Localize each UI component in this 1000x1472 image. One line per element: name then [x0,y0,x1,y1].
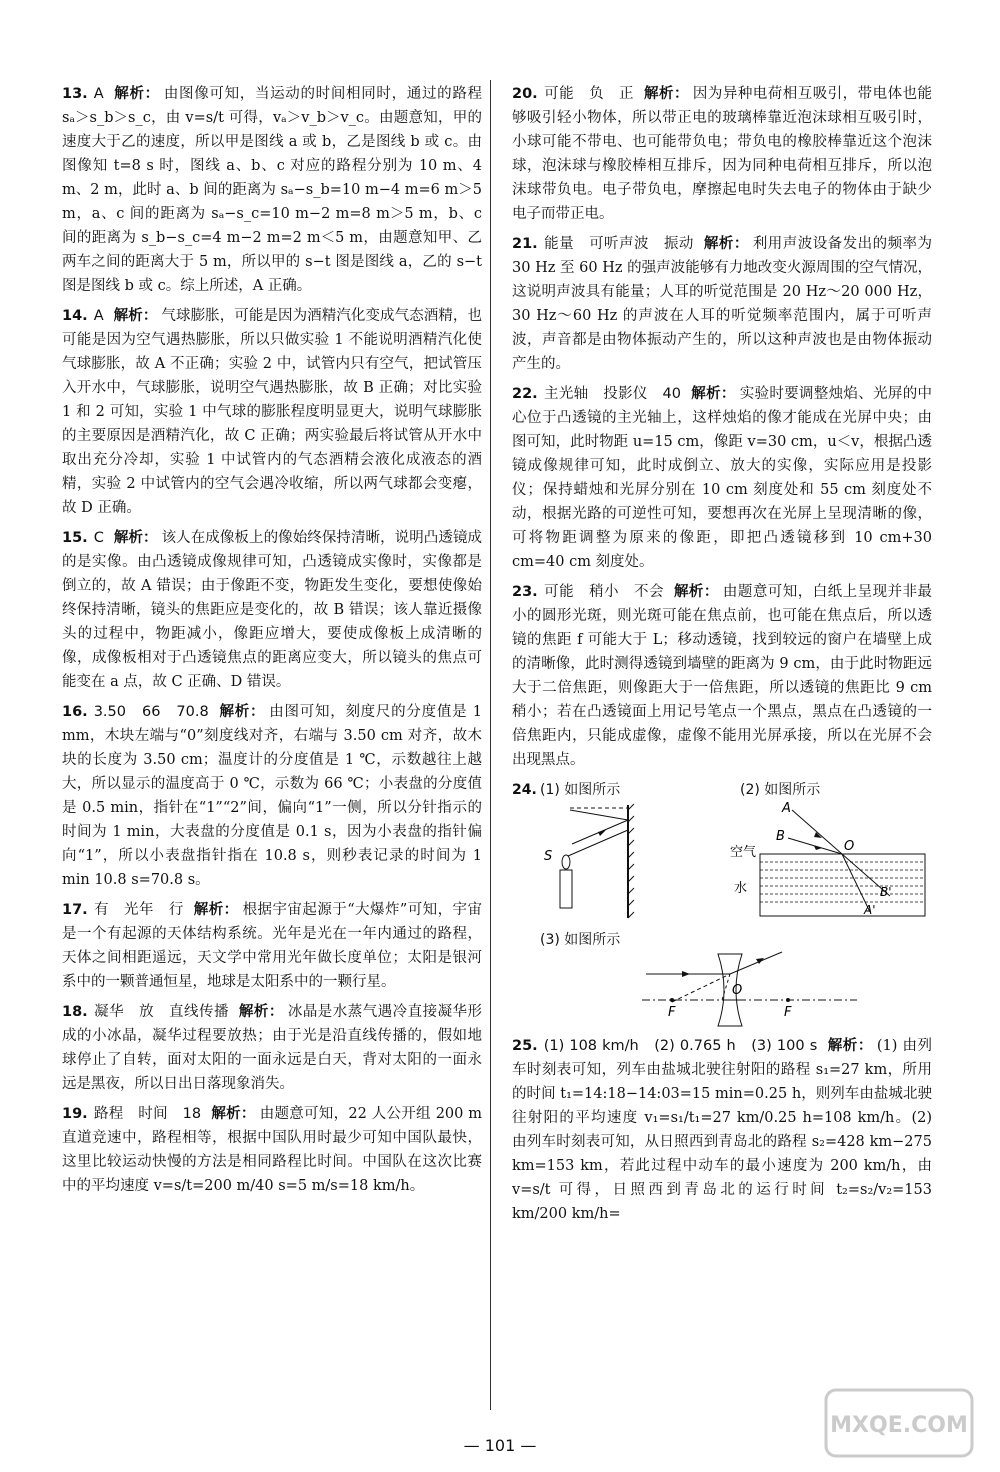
item-number: 15. [62,530,88,546]
item-answer: C [93,530,104,546]
analysis-text: 该人在成像板上的像始终保持清晰，说明凸透镜成的是实像。由凸透镜成像规律可知，凸透镜成实像时，实像都是倒立的，故 A 错误；由于像距不变，物距发生变化，要想使像始终保持清晰，镜头的焦距应是变化的，故 B 错误；该人靠近摄像头的过程中，物距减小，像距应增大，要使成像板上成清晰的像，成像板相对于凸透镜焦点的距离应变大，所以镜头的焦点可能变在 a 点，故 C 正确、D 错误。 [62,530,483,690]
analysis-text: 利用声波设备发出的频率为 30 Hz 至 60 Hz 的强声波能够有力地改变火源周围的空气情况，这说明声波具有能量；人耳的听觉范围是 20 Hz～20 000 Hz，30 Hz～60 Hz 的声波在人耳的听觉频率范围内，属于可听声波，声音都是由物体振动产生的，所以这种声波也是由物体振动产生的。 [512,236,933,372]
answer-17 [62,898,482,994]
analysis-text: 因为异种电荷相互吸引，带电体也能够吸引轻小物体，所以带正电的玻璃棒靠近泡沫球相互吸引时，小球可能不带电、也可能带负电；带负电的橡胶棒靠近这个泡沫球，泡沫球与橡胶棒相互排斥，因为同种电荷相互排斥，所以泡沫球带负电。电子带负电，摩擦起电时失去电子的物体由于缺少电子而带正电。 [512,86,933,222]
label-O-lens: O [732,983,743,998]
analysis-label: 解析： [211,1106,256,1122]
item-answer: (1) 108 km/h (2) 0.765 h (3) 100 s [543,1038,818,1054]
item-answer: 凝华 放 直线传播 [93,1004,229,1020]
item-answer: 主光轴 投影仪 40 [543,386,681,402]
watermark-text: MXQE.COM [830,1413,968,1438]
answer-14 [62,304,482,520]
concave-lens-diagram [632,950,862,1028]
item-answer: 可能 稍小 不会 [543,584,664,600]
analysis-label: 解析： [703,236,749,252]
answer-13 [62,82,482,298]
figure-3-label: (3) 如图所示 [540,932,621,948]
item-number: 22. [512,386,538,402]
analysis-label: 解析： [673,584,719,600]
analysis-text: 由题意可知，22 人公开组 200 m 直道竞速中，路程相等，根据中国队用时最少可知中国队最快，这里比较运动快慢的方法是相同路程比时间。中国队在这次比赛中的平均速度 v=s/t=200 m/40 s=5 m/s=18 km/h。 [62,1106,483,1194]
item-answer: A [93,86,104,102]
label-B: B [776,829,785,844]
mirror-reflection-diagram [542,800,652,920]
label-S: S [544,849,553,864]
item-number: 13. [62,86,88,102]
item-number: 18. [62,1004,88,1020]
analysis-label: 解析： [218,704,266,720]
analysis-text: 冰晶是水蒸气遇冷直接凝华形成的小冰晶，凝华过程要放热；由于光是沿直线传播的，假如地球停止了自转，面对太阳的一面永远是白天，背对太阳的一面永远是黑夜，所以日出日落现象消失。 [62,1004,483,1092]
analysis-label: 解析： [113,86,160,102]
item-number: 25. [512,1038,538,1054]
answer-23 [512,580,932,772]
analysis-text: 气球膨胀，可能是因为酒精汽化变成气态酒精，也可能是因为空气遇热膨胀，所以只做实验 1 不能说明酒精汽化使气球膨胀，故 A 不正确；实验 2 中，试管内只有空气，把试管压入开水中，气球膨胀，说明空气遇热膨胀，故 B 正确；对比实验 1 和 2 可知，实验 1 中气球的膨胀程度明显更大，说明气球膨胀的主要原因是酒精汽化，故 C 正确；两实验最后将试管从开水中取出充分冷却，实验 1 中试管内的气态酒精会液化成液态的酒精，实验 2 中试管内的空气会遇冷收缩，所以两气球都会变瘪，故 D 正确。 [62,308,483,516]
label-O: O [844,839,855,854]
analysis-label: 解析： [238,1004,284,1020]
analysis-label: 解析： [193,902,239,918]
label-water: 水 [734,881,748,896]
watermark-logo [824,1388,974,1462]
right-column [512,82,932,1232]
item-number: 24. [512,782,537,798]
item-answer: 可能 负 正 [543,86,634,102]
answer-19 [62,1102,482,1198]
item-number: 21. [512,236,538,252]
page-number: — 101 — [463,1436,537,1455]
analysis-label: 解析： [690,386,736,402]
analysis-label: 解析： [113,530,158,546]
analysis-text: (1) 由列车时刻表可知，列车由盐城北驶往射阳的路程 s₁=27 km，所用的时间 t₁=14:18−14:03=15 min=0.25 h，则列车由盐城北驶往射阳的平均速度 v₁=s₁/t₁=27 km/0.25 h=108 km/h。(2) 由列车时刻表可知，从日照西到青岛北的路程 s₂=428 km−275 km=153 km，若此过程中动车的最小速度为 200 km/h，由 v=s/t 可得，日照西到青岛北的运行时间 t₂=s₂/v₂=153 km/200 km/h= [512,1038,932,1222]
answer-24 [512,778,932,1028]
answer-16 [62,700,482,892]
label-F-left: F [668,1005,676,1020]
analysis-label: 解析： [644,86,689,102]
item-answer: 有 光年 行 [93,902,184,918]
refraction-diagram [730,800,930,920]
item-answer: A [93,308,104,324]
answer-15 [62,526,482,694]
label-F-right: F [784,1005,792,1020]
figure-area [512,778,932,1028]
item-answer: 能量 可听声波 振动 [543,236,694,252]
figure-1-label: (1) 如图所示 [540,782,621,798]
analysis-label: 解析： [827,1038,873,1054]
analysis-text: 由图像可知，当运动的时间相同时，通过的路程 sₐ＞s_b＞s_c，由 v=s/t 可得，vₐ＞v_b＞v_c。由题意知，甲的速度大于乙的速度，所以甲是图线 a 或 b，乙是图线 b 或 c。由图像知 t=8 s 时，图线 a、b、c 对应的路程分别为 10 m、4 m、2 m，此时 a、b 间的距离为 sₐ−s_b=10 m−4 m=6 m＞5 m，a、c 间的距离为 sₐ−s_c=10 m−2 m=8 m＞5 m，b、c 间的距离为 s_b−s_c=4 m−2 m=2 m＜5 m，由题意知甲、乙两车之间的距离大于 5 m，所以甲的 s−t 图是图线 a，乙的 s−t 图是图线 b 或 c。综上所述，A 正确。 [62,86,483,294]
label-air: 空气 [730,845,757,860]
item-number: 20. [512,86,538,102]
analysis-text: 由题意可知，白纸上呈现并非最小的圆形光斑，则光斑可能在焦点前，也可能在焦点后，所以透镜的焦距 f 可能大于 L；移动透镜，找到较远的窗户在墙壁上成的清晰像，此时测得透镜到墙壁的距离为 9 cm，由于此时物距远大于二倍焦距，则像距大于一倍焦距，所以透镜的焦距比 9 cm 稍小；若在凸透镜面上用记号笔点一个黑点，黑点在凸透镜的一倍焦距内，只能成虚像，虚像不能用光屏承接，所以在光屏不会出现黑点。 [512,584,933,768]
item-number: 16. [62,704,88,720]
answer-18 [62,1000,482,1096]
analysis-text: 实验时要调整烛焰、光屏的中心位于凸透镜的主光轴上，这样烛焰的像才能成在光屏中央；由图可知，此时物距 u=15 cm，像距 v=30 cm，u＜v，根据凸透镜成像规律可知，此时成倒立、放大的实像，实际应用是投影仪；保持蜡烛和光屏分别在 10 cm 刻度处和 55 cm 刻度处不动，根据光路的可逆性可知，要想再次在光屏上呈现清晰的像，可将物距调整为原来的像距，即把凸透镜移到 10 cm+30 cm=40 cm 刻度处。 [512,386,933,570]
analysis-label: 解析： [113,308,158,324]
item-answer: 3.50 66 70.8 [93,704,209,720]
answer-21 [512,232,932,376]
column-divider [490,80,491,1410]
item-answer: 路程 时间 18 [93,1106,202,1122]
item-number: 23. [512,584,538,600]
label-A: A [782,801,791,816]
item-number: 17. [62,902,88,918]
item-number: 19. [62,1106,88,1122]
label-A-prime: A' [864,903,876,917]
left-column [62,82,482,1204]
answer-22 [512,382,932,574]
analysis-text: 由图可知，刻度尺的分度值是 1 mm，木块左端与“0”刻度线对齐，右端与 3.50 cm 对齐，故木块的长度为 3.50 cm；温度计的分度值是 1 ℃，示数越往上越大，所以显示的温度高于 0 ℃，示数为 66 ℃；小表盘的分度值是 0.5 min，指针在“1”“2”间，偏向“1”一侧，所以分针指示的时间为 1 min，大表盘的分度值是 0.1 s，因为小表盘的指针偏向“1”，所以小表盘指针指在 10.8 s，则秒表记录的时间为 1 min 10.8 s=70.8 s。 [62,704,482,888]
item-number: 14. [62,308,88,324]
analysis-text: 根据宇宙起源于“大爆炸”可知，宇宙是一个有起源的天体结构系统。光年是光在一年内通过的路程，天体之间相距遥远，天文学中常用光年做长度单位；太阳是银河系中的一颗普通恒星，地球是太阳系中的一颗行星。 [62,902,483,990]
figure-2-label: (2) 如图所示 [740,782,821,798]
label-B-prime: B' [880,885,892,899]
answer-20 [512,82,932,226]
answer-25 [512,1034,932,1226]
